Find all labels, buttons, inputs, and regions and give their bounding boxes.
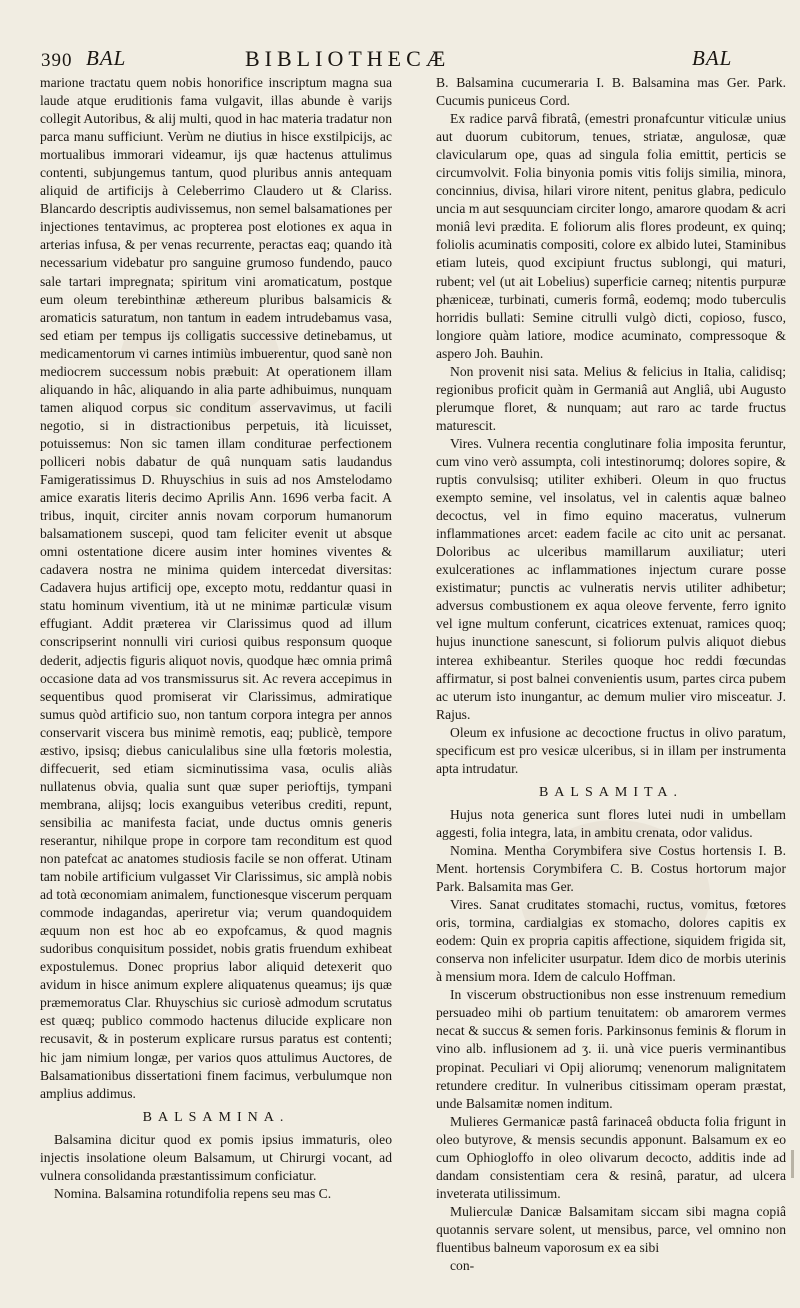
paragraph: Oleum ex infusione ac decoctione fructus in olivo paratum, specificum est pro vesicæ ulceribus, si in illam per instrumenta apta intrudatur. [436,724,786,776]
paragraph: Vires. Vulnera recentia conglutinare folia imposita feruntur, cum vino verò assumpta, coli intestinorumq; dolores sopire, & ruptis convulsisq; utiliter exhiberi. Oleum in quo fructus exempto semine, vel insolatus, vel in calentis aquæ balneo decoctus, vel in fimo equino maceratus, vulnerum inflammationes arcet: eadem facile ac cito unit ac persanat. Doloribus ac ulceribus mamillarum auxiliatur; uteri exulcerationes ac inflammationes injectum curare posse existimatur; punctis ac vulneratis nervis utiliter adhibetur; adversus combustionem ex aqua oleove fervente, ferro ignito vel igne multum conferunt, cicatrices extenuat, ramices quoq; hujus inunctione sanescunt, si foliorum pulvis aliquot diebus interea exhibeantur. Steriles quoque hoc reddi fœcundas affirmatur, si post balnei convenientis usum, partes circa pubem ac uterum isto inungantur, ac demum mulier viro misceatur. J. Rajus. [436,435,786,722]
section-heading: BALSAMINA. [142,1109,290,1125]
paragraph: Balsamina dicitur quod ex pomis ipsius immaturis, oleo injectis insolatione oleum Balsamum, ut Chirurgi vocant, ad vulnera consolidanda præstantissimum conficiatur. [40,1131,392,1183]
paragraph: con- [450,1258,475,1274]
paragraph: Hujus nota generica sunt flores lutei nudi in umbellam aggesti, folia integra, lata, in ambitu crenata, odor validus. [436,806,786,840]
paragraph: B. Balsamina cucumeraria I. B. Balsamina mas Ger. Park. Cucumis puniceus Cord. [436,75,786,109]
paragraph: marione tractatu quem nobis honorifice inscriptum magna sua laude atque eruditionis fama vulgavit, illas abunde è varijs collegit Autoribus, & alij multi, quod in hac materia tradatur non parca manu sufficiunt. Verùm ne diutius in hisce exstilpicijs, ac mortualibus immorari videamur, ijs quæ hactenus attulimus contenti, subjungemus tantum, quod pluribus annis antequam aliquid de artificijs à Celeberrimo Claudero ut & Clariss. Blancardo descriptis audivissemus, non semel balsamationes per injectiones tentavimus, ac propterea post elotiones ex aqua in arterias infusa, & per venas recurrente, peractas eaq; quando ità necessarium videbatur pro sanguine grumoso fundendo, pauco sale tartari impregnata; spiritum vini aromaticatum, postque eum oleum terebinthinæ æthereum pluribus balsamicis & aromaticis saturatum, non tantum in eadem intrudebamus vasa, sed etiam per tempus ijs colligatis successive detinebamus, ut medicamentorum vi carnes intimiùs imbuerentur, quod sanè non mediocrem successum nobis præbuit: At operationem illam aliquando in hâc, aliquando in alia parte adhibuimus, nunquam tamen aliquod corpus sic conditum asservavimus, ut facili negotio, si in distractionibus perpetuis, ità licuisset, potuissemus: Non sic tamen illam conditurae perfectionem polliceri nobis dabatur de quâ nunquam satis laudandus Famigeratissimus D. Rhuyschius in suis ad nos Amstelodamo amice exaratis literis decimo Aprilis Ann. 1696 verba facit. A tribus, inquit, circiter annis novam corporum humanorum balsamationem suscepi, quod tam feliciter evenit ut absque omni ostentatione dicere ausim inter homines viventes & cadavera nostra ne minima quidem intercedat diversitas: Cadavera hujus artificij ope, excepto motu, reddantur quasi in statu hominum viventium, ità ut ne minimæ particulæ visum effugiant. Addit præterea vir Clarissimus quod ad illum conscripserint nonnulli viri curiosi quibus responsum quoque dederit, adjectis figuris aliquot novis, quodque hæc omnia primâ occasione data ad vos transmissurus sit. Ac revera accepimus in sequentibus quod promiserat vir Clarissimus, admiratique sumus quòd artificio suo, non tantum corpora integra per annos conservarit viscera bus minimè remotis, eaq; publicè, tempore æstivo, ipsisq; diebus caniculalibus sine ulla fœtoris molestia, diffecuerit, sed etiam sicminutissima vasa, oculis aliàs nullatenus obvia, qualia sunt quæ super perioftijs, tympani membrana, alijsq; locis exanguibus veteribus crediti, repunt, sensibilia ac manifesta faciat, unde ductus omnis generis reserantur, nihilque prope in corpore tam reconditum est quod non patefcat ac anatomes studiosis facile se non offerat. Utinam tam nobile artificium vulgasset Vir Clarissimus, sic amplà nobis ad totà œconomiam animalem, functionesque viscerum perquam commode indagandas, aperiretur via; verum quandoquidem æquum non est hoc ab eo expofcamus, & quod magnis sudoribus conquisitum possidet, nobis gratis fruendum exhibeat expostulemus. Donec proprius labor aliquid detexerit quo avidum in hisce animum explere aliquatenus queamus; ijs quæ præmemoratus Clar. Rhuyschius sic curiosè admodum scrutatus est quæq; publico commodo hactenus dilucide explicare non recusavit, & in posterum explicare rursus paratus est contenti; hic jam nimium longæ, per varios quos attulimus Auctores, de Balsamationibus dissertationi finem facimus, verbulumque non amplius addimus. [40,75,392,1101]
right-text-column [436,74,786,1275]
paragraph: Ex radice parvâ fibratâ, (emestri pronafcuntur viticulæ unius aut duorum cubitorum, tenues, striatæ, angulosæ, quæ clavicularum ope, quas ad singula folia emittit, perticis se circumvolvit. Folia binyonia pomis vitis folijs similia, minora, concinnius, divisa, hilari virore nitent, penitus glabra, pediculo uncia m aut sesquunciam circiter longo, amarore quodam & acri moniâ levi prædita. E foliorum alis flores prodeunt, ex quinq; foliolis acuminatis compositi, colore ex albido lutei, Staminibus etiam luteis, quod excipiunt fructus sublongi, qui maturi, rubent; vel (ut ait Lobelius) superficie carneq; nitentis purpuræ phæniceæ, turbinati, cumeris formâ, eodemq; modo tuberculis horridis bullati: Semine citrulli vulgò dicti, copioso, fusco, longiore quàm latiore, modice acuminato, compressoque & aspero Joh. Bauhin. [436,111,786,361]
right-running-head: BAL [692,46,733,70]
paragraph: Nomina. Mentha Corymbifera sive Costus hortensis I. B. Ment. hortensis Corymbifera C. B. Costus hortorum major Park. Balsamita mas Ger. [436,842,786,895]
paragraph: Nomina. Balsamina rotundifolia repens seu mas C. [54,1185,332,1201]
page-title: BIBLIOTHECÆ [245,46,451,71]
left-running-head: BAL [86,46,127,70]
paragraph: Mulieres Germanicæ pastâ farinaceâ obducta folia frigunt in oleo butyrove, & mensis secundis apponunt. Balsamum ex eo cum Ophiogloffo in oleo olivarum decocto, additis inde ad dandam consistentiam cera & resinâ, paratur, ad ulcera inveterata utilissimum. [436,1113,786,1201]
paragraph: In viscerum obstructionibus non esse instrenuum remedium persuadeo mihi ob partium tenuitatem: ob amarorem vermes necat & succus & semen foris. Parkinsonus feminis & florum in vino alb. influsionem ad ʒ. ii. unà vice pueris verminantibus propinat. Peculiari vi Opij aliorumq; venenorum malignitatem retundere creditur. In vulneribus citissimam operam præstat, unde Balsamitæ nomen inditum. [436,987,786,1111]
left-text-column [40,74,392,1203]
section-heading: BALSAMITA. [538,784,684,800]
paragraph: Mulierculæ Danicæ Balsamitam siccam sibi magna copiâ quotannis servare solent, ut mensibus, parce, vel omnino non fluentibus balneum vaporosum ex ea sibi [436,1203,786,1255]
paragraph: Non provenit nisi sata. Melius & felicius in Italia, calidisq; regionibus proficit quàm in Germaniâ aut Angliâ, ubi Augusto plerumque floret, & nunquam; aut raro ac tarde fructus maturescit. [436,363,786,433]
page-edge-mark [791,1150,794,1178]
paragraph: Vires. Sanat cruditates stomachi, ructus, vomitus, fœtores oris, tormina, cardialgias ex stomacho, dolores capitis ex eodem: Quin ex propria capitis affectione, siquidem frigida sit, conserva non infeliciter usurpatur. Idem dico de morbis uterinis à mensium mora. Idem de calculo Hoffman. [436,897,786,985]
page-number: 390 [41,50,73,71]
